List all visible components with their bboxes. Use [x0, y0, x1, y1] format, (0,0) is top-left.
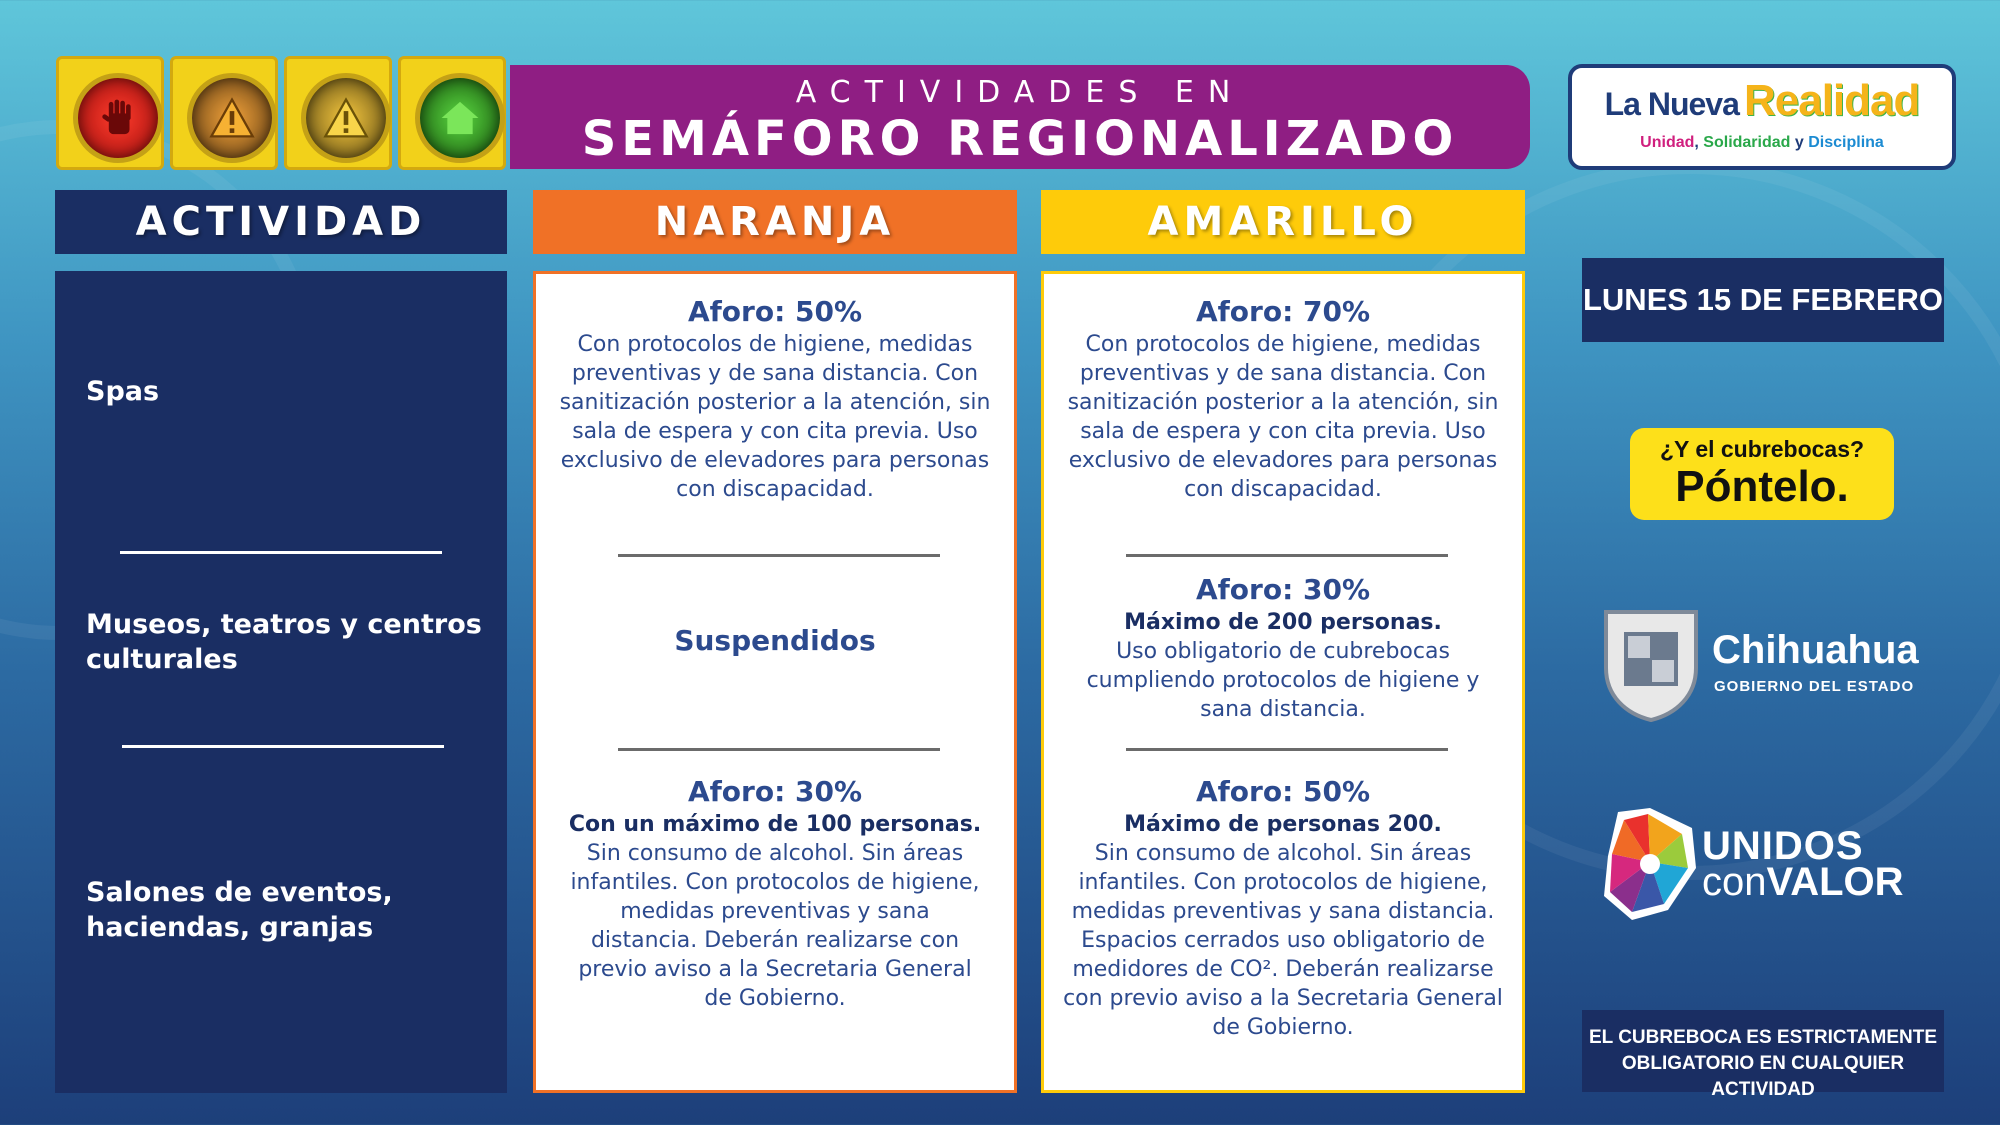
amarillo-salones-cell [1054, 774, 1512, 1042]
pontelo-word: Póntelo. [1675, 462, 1849, 511]
logo-disciplina: Disciplina [1808, 134, 1884, 151]
naranja-salones-cell [546, 774, 1004, 1013]
cell-strong-text: Máximo de 200 personas. [1124, 610, 1442, 635]
cell-text: Con protocolos de higiene, medidas preventivas y de sana distancia. Con sanitización posterior a la atención, sin sala de espera y con cita previa. Uso exclusivo de elevadores para personas con discapacidad. [559, 332, 991, 502]
aforo-label: Aforo: 70% [1195, 295, 1371, 328]
pontelo-question: ¿Y el cubrebocas? [1659, 436, 1865, 462]
amarillo-museos-cell [1054, 572, 1512, 724]
naranja-museos-cell: Suspendidos [674, 624, 876, 657]
activity-divider [120, 551, 442, 554]
shield-icon [1598, 606, 1704, 724]
amarillo-spas-cell [1054, 294, 1512, 504]
aforo-label: Aforo: 50% [687, 295, 863, 328]
activity-column [55, 271, 507, 1093]
header-naranja: NARANJA [533, 190, 1017, 254]
unidos-con-valor-logo [1598, 806, 1938, 924]
house-icon [437, 95, 483, 141]
traffic-light-green [398, 56, 506, 170]
activity-museos: Museos, teatros y centros culturales [86, 609, 482, 675]
cell-strong-text: Con un máximo de 100 personas. [568, 812, 982, 837]
naranja-spas-cell [546, 294, 1004, 504]
date-label: LUNES 15 DE FEBRERO [1582, 258, 1944, 342]
traffic-light-orange [170, 56, 278, 170]
chihuahua-name: Chihuahua [1712, 628, 1919, 672]
amarillo-card [1041, 271, 1525, 1093]
warning-icon [209, 95, 255, 141]
naranja-card [533, 271, 1017, 1093]
cell-text: Sin consumo de alcohol. Sin áreas infantiles. Con protocolos de higiene, medidas preventivas y sana distancia. Espacios cerrados uso obligatorio de medidores de CO². Deberán realizarse con previo aviso a la Secretaria General de Gobierno. [1063, 841, 1503, 1040]
activity-divider [122, 745, 444, 748]
cell-divider [618, 748, 940, 751]
aforo-label: Aforo: 30% [1195, 573, 1371, 606]
colorful-map-icon [1598, 806, 1698, 924]
unidos-line1: UNIDOS [1702, 824, 1864, 868]
cell-text: Sin consumo de alcohol. Sin áreas infantiles. Con protocolos de higiene, medidas preventivas y sana distancia. Deberán realizarse con previo aviso a la Secretaria General de Gobierno. [570, 841, 980, 1011]
banner-title: SEMÁFORO REGIONALIZADO [581, 111, 1459, 167]
chihuahua-logo [1598, 606, 1938, 724]
logo-y: y [1794, 134, 1804, 151]
cell-divider [1126, 748, 1448, 751]
cubreboca-notice: EL CUBREBOCA ES ESTRICTAMENTE OBLIGATORIO EN CUALQUIER ACTIVIDAD [1582, 1010, 1944, 1092]
unidos-con: con [1702, 860, 1767, 904]
banner-subtitle: ACTIVIDADES EN [795, 75, 1245, 110]
traffic-light-red [56, 56, 164, 170]
logo-la-nueva: La Nueva [1604, 86, 1739, 122]
logo-unidad: Unidad [1640, 134, 1695, 151]
logo-realidad: Realidad [1743, 76, 1920, 125]
cell-text: Con protocolos de higiene, medidas preventivas y de sana distancia. Con sanitización posterior a la atención, sin sala de espera y con cita previa. Uso exclusivo de elevadores para personas con discapacidad. [1067, 332, 1499, 502]
cell-divider [618, 554, 940, 557]
chihuahua-sub: GOBIERNO DEL ESTADO [1714, 678, 1915, 695]
logo-solidaridad: Solidaridad [1703, 134, 1791, 151]
cell-strong-text: Máximo de personas 200. [1124, 812, 1442, 837]
traffic-light-yellow [284, 56, 392, 170]
title-banner [510, 65, 1530, 169]
warning-icon [323, 95, 369, 141]
aforo-label: Aforo: 30% [687, 775, 863, 808]
cell-divider [1126, 554, 1448, 557]
hand-stop-icon [95, 95, 141, 141]
logo-comma: , [1694, 134, 1699, 151]
activity-salones: Salones de eventos, haciendas, granjas [86, 877, 393, 943]
header-amarillo: AMARILLO [1041, 190, 1525, 254]
pontelo-badge [1630, 428, 1894, 520]
cell-text: Uso obligatorio de cubrebocas cumpliendo protocolos de higiene y sana distancia. [1086, 639, 1480, 722]
la-nueva-realidad-logo [1568, 64, 1956, 170]
aforo-label: Aforo: 50% [1195, 775, 1371, 808]
activity-spas: Spas [86, 376, 160, 407]
header-actividad: ACTIVIDAD [55, 190, 507, 254]
unidos-valor: VALOR [1766, 860, 1904, 904]
